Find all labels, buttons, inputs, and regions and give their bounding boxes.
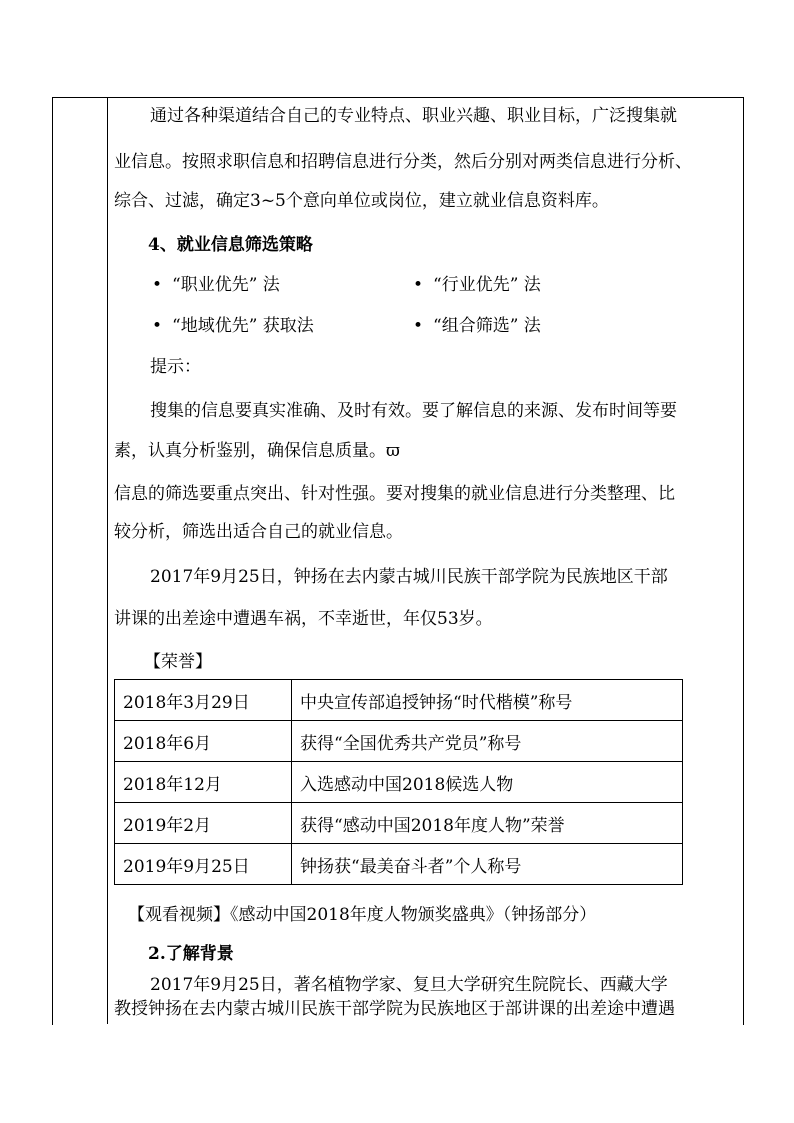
method-item: “组合筛选” 法 [433,316,541,336]
honor-desc: 钟扬获“最美奋斗者”个人称号 [292,844,683,885]
paragraph-line: 较分析，筛选出适合自己的就业信息。 [114,522,403,542]
paragraph-line: 通过各种渠道结合自己的专业特点、职业兴趣、职业目标，广泛搜集就 [150,106,677,126]
honor-desc: 入选感动中国2018候选人物 [292,762,683,803]
paragraph-line: 2017年9月25日，钟扬在去内蒙古城川民族干部学院为民族地区干部 [150,567,668,587]
honor-heading: 【荣誉】 [144,652,212,672]
honor-desc: 中央宣传部追授钟扬“时代楷模”称号 [292,680,683,721]
bullet-icon: • [152,316,163,336]
paragraph-line: 2017年9月25日，著名植物学家、复旦大学研究生院院长、西藏大学 [150,975,668,995]
paragraph-line: 讲课的出差途中遭遇车祸，不幸逝世，年仅53岁。 [114,609,493,629]
bullet-icon: • [413,316,424,336]
paragraph-line: 信息的筛选要重点突出、针对性强。要对搜集的就业信息进行分类整理、比 [114,484,675,504]
bullet-icon: • [152,275,163,295]
honors-table [114,679,683,885]
table-row [115,680,683,721]
paragraph-line: 教授钟扬在去内蒙古城川民族干部学院为民族地区于部讲课的出差途中遭遇 [114,999,675,1019]
method-item: “职业优先” 法 [172,275,280,295]
honor-desc: 获得“全国优秀共产党员”称号 [292,721,683,762]
honor-desc: 获得“感动中国2018年度人物”荣誉 [292,803,683,844]
paragraph-line: 搜集的信息要真实准确、及时有效。要了解信息的来源、发布时间等要 [150,401,677,421]
method-item: “行业优先” 法 [433,275,541,295]
table-row [115,762,683,803]
table-row [115,721,683,762]
section-heading: 4、就业信息筛选策略 [148,235,313,255]
paragraph-line: 业信息。按照求职信息和招聘信息进行分类，然后分别对两类信息进行分析、 [114,152,692,172]
honor-date: 2018年6月 [115,721,292,762]
table-row [115,803,683,844]
column-divider [107,97,108,1024]
video-line: 【观看视频】《感动中国2018年度人物颁奖盛典》（钟扬部分） [128,905,597,925]
table-row [115,844,683,885]
paragraph-line: 素，认真分析鉴别，确保信息质量。ϖ [114,441,400,461]
honor-date: 2019年9月25日 [115,844,292,885]
paragraph-line: 综合、过滤，确定3~5个意向单位或岗位，建立就业信息资料库。 [114,191,609,211]
honor-date: 2018年12月 [115,762,292,803]
tip-label: 提示： [150,357,201,377]
honor-date: 2019年2月 [115,803,292,844]
bullet-icon: • [413,275,424,295]
method-item: “地域优先” 获取法 [172,316,314,336]
section-heading: 2.了解背景 [148,944,234,964]
honor-date: 2018年3月29日 [115,680,292,721]
